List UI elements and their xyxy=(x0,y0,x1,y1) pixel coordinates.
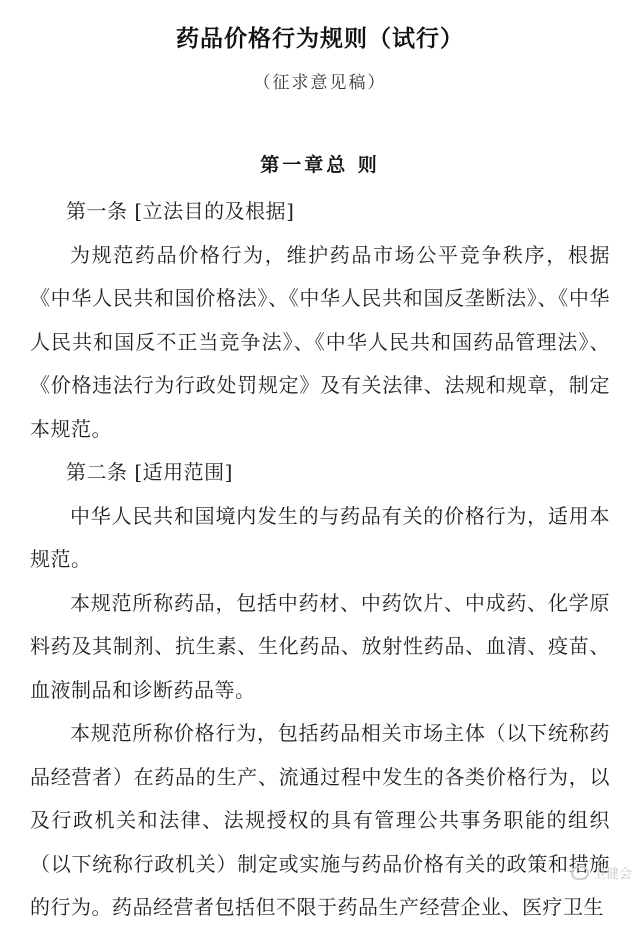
article-1-paragraph: 为规范药品价格行为，维护药品市场公平竞争秩序，根据《中华人民共和国价格法》、《中华人民共和国反垄断法》、《中华人民共和国反不正当竞争法》、《中华人民共和国药品管理法》、《价格违法行为行政处罚规定》及有关法律、法规和规章，制定本规范。 xyxy=(30,242,610,441)
document-body xyxy=(30,190,610,930)
watermark xyxy=(571,863,632,882)
document-subtitle: （征求意见稿） xyxy=(253,73,387,93)
wechat-logo-icon xyxy=(571,866,589,880)
watermark-text: 卫健会 xyxy=(592,867,632,882)
chapter-title: 第一章总 则 xyxy=(260,154,380,176)
article-1-heading: 第一条 [立法目的及根据] xyxy=(66,199,295,223)
article-2-paragraph-price-behavior: 本规范所称价格行为，包括药品相关市场主体（以下统称药品经营者）在药品的生产、流通过程中发生的各类价格行为，以及行政机关和法律、法规授权的具有管理公共事务职能的组织（以下统称行政机关）制定或实施与药品价格有关的政策和措施的行为。药品经营者包括但不限于药品生产经营企业、医疗卫生 xyxy=(30,721,610,919)
document-title: 药品价格行为规则（试行） xyxy=(176,25,464,52)
article-2-paragraph-scope: 中华人民共和国境内发生的与药品有关的价格行为，适用本规范。 xyxy=(30,503,610,571)
article-2-paragraph-drugs: 本规范所称药品，包括中药材、中药饮片、中成药、化学原料药及其制剂、抗生素、生化药品、放射性药品、血清、疫苗、血液制品和诊断药品等。 xyxy=(30,590,610,702)
article-2-heading: 第二条 [适用范围] xyxy=(66,460,233,484)
